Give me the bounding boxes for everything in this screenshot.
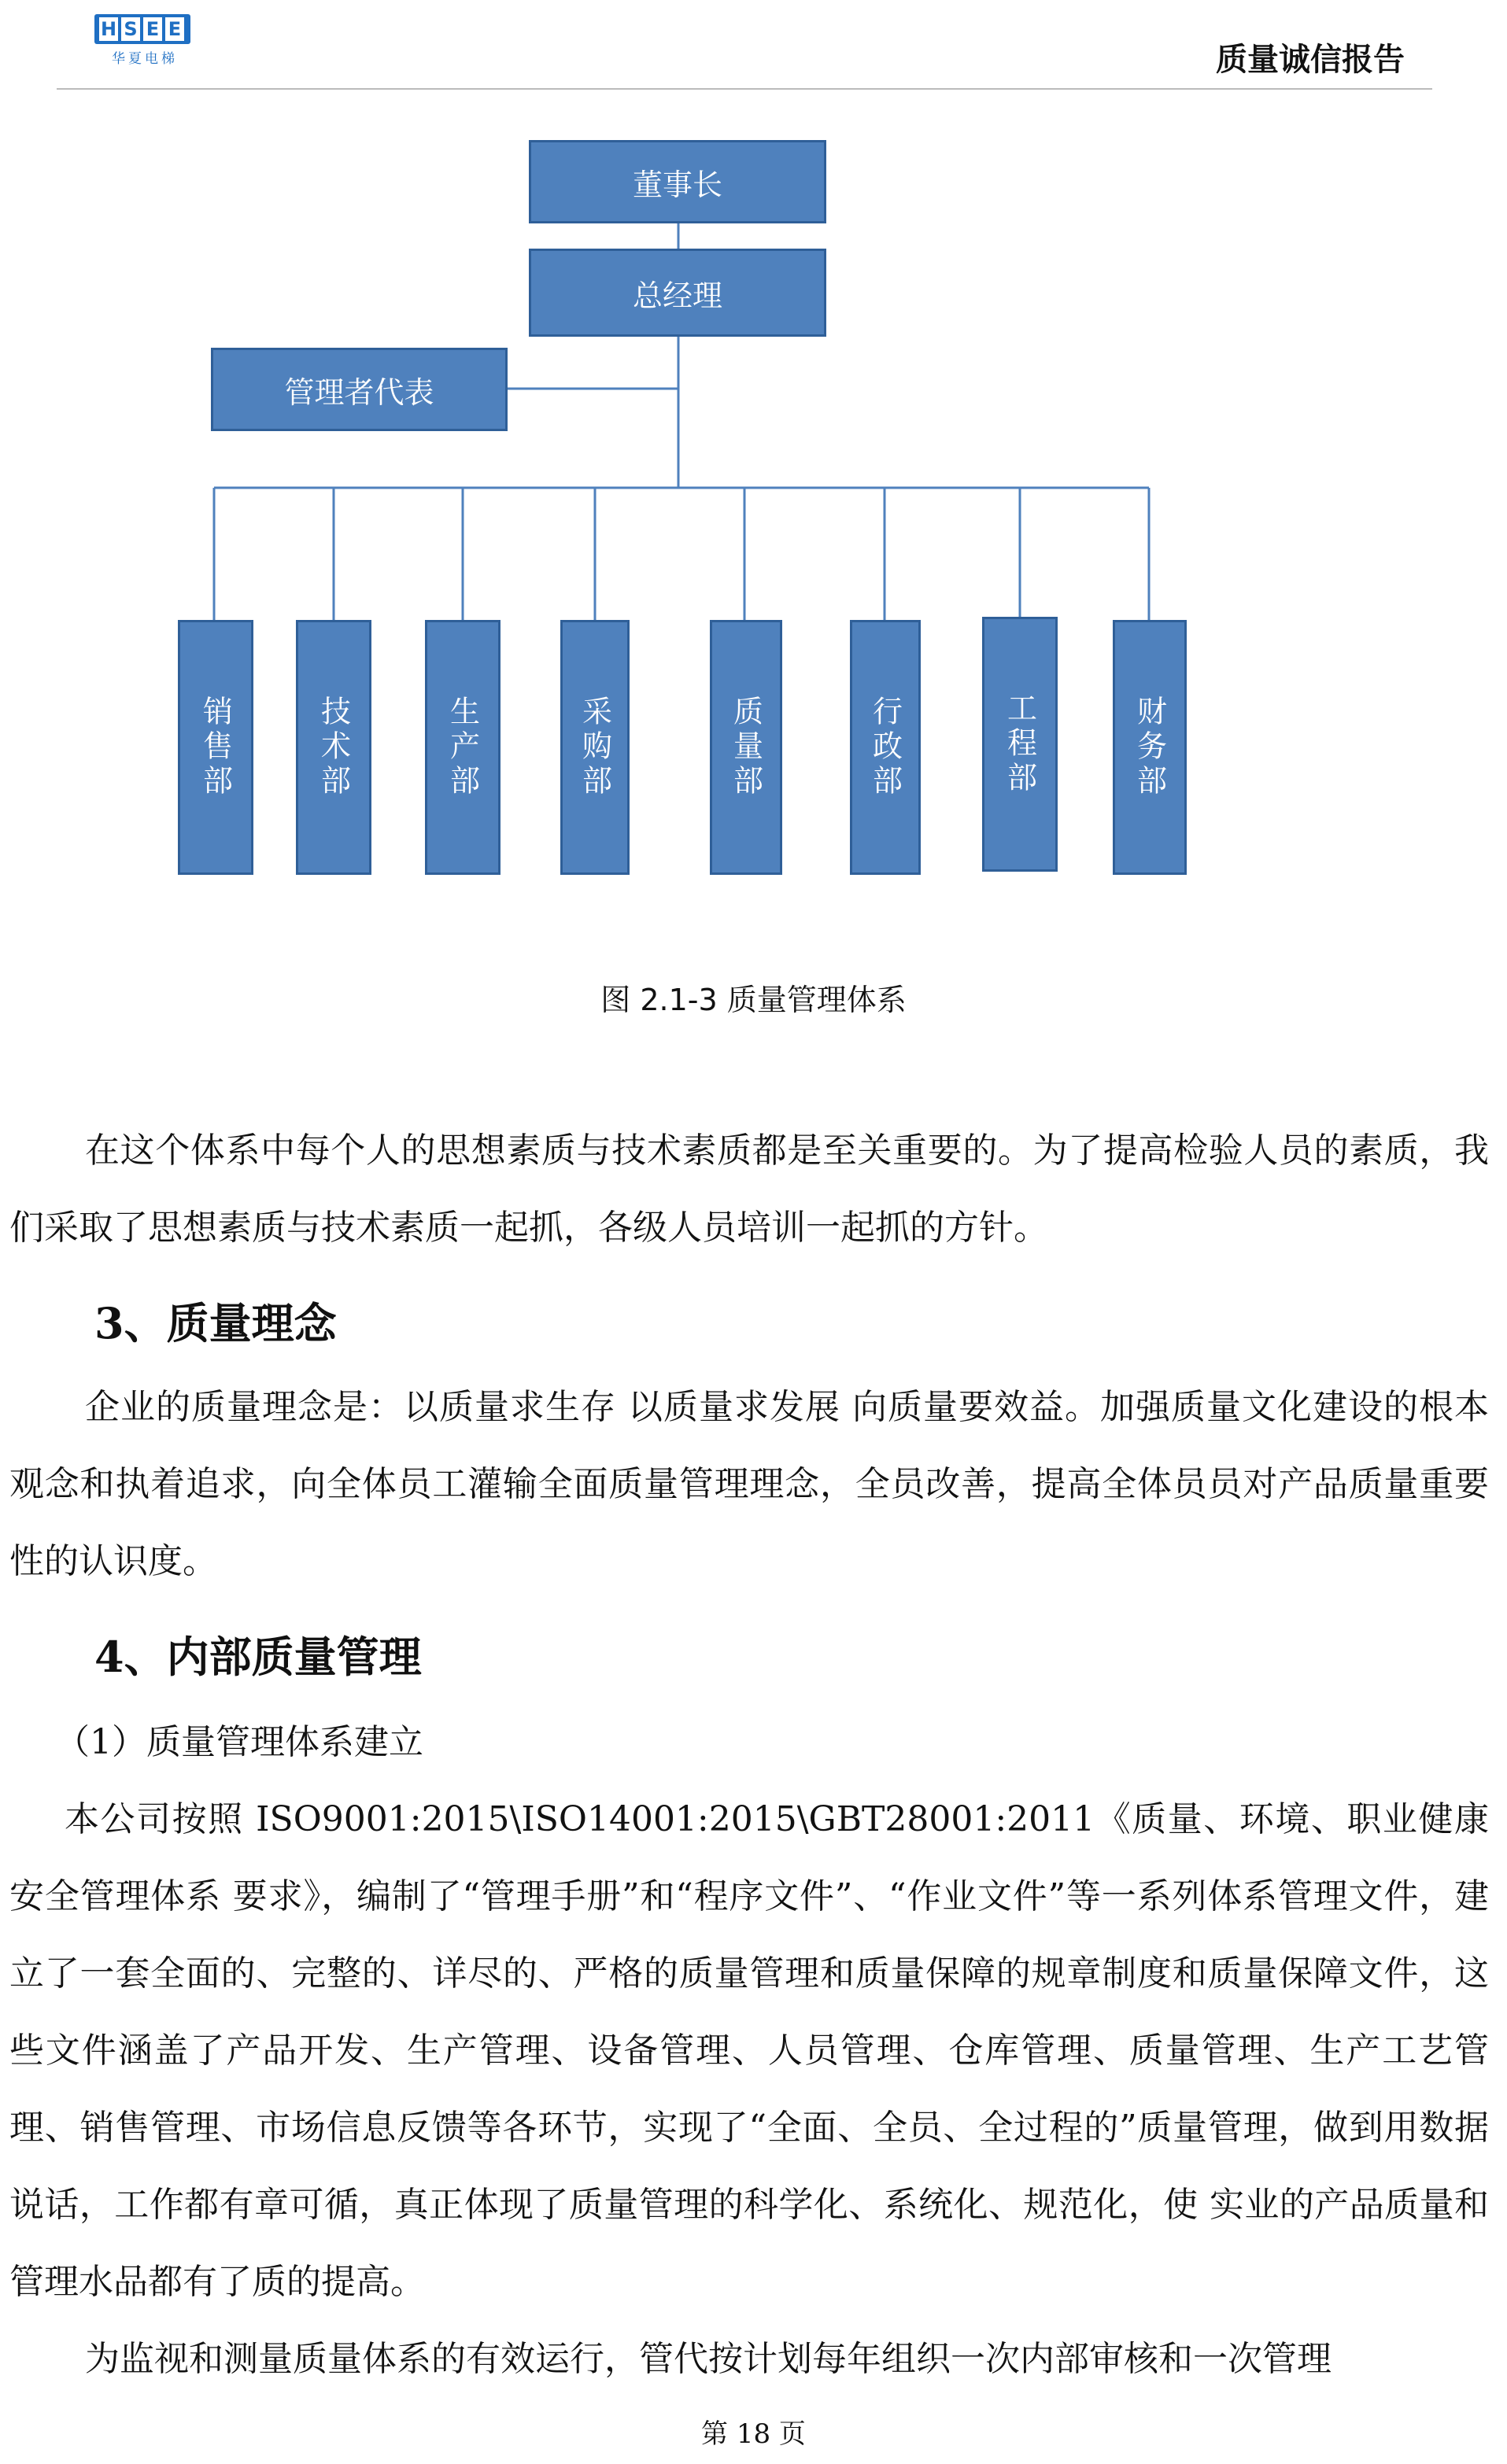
logo-letter: H [100, 18, 117, 40]
org-node-department: 采购部 [560, 620, 630, 875]
org-node-department: 销售部 [178, 620, 253, 875]
report-title: 质量诚信报告 [1216, 42, 1405, 78]
org-node-department: 财务部 [1113, 620, 1187, 875]
org-node-department: 行政部 [850, 620, 921, 875]
paragraph-quality-system: 在这个体系中每个人的思想素质与技术素质都是至关重要的。为了提高检验人员的素质，我们采取了思想素质与技术素质一起抓，各级人员培训一起抓的方针。 [9, 1131, 1489, 1248]
logo-letter: E [165, 17, 184, 41]
org-chart [0, 0, 1507, 976]
logo-letter: E [143, 17, 162, 41]
subsection-title: （1）质量管理体系建立 [55, 1722, 423, 1762]
org-node-department: 技术部 [296, 620, 371, 875]
section-heading-quality-philosophy: 3、质量理念 [94, 1298, 337, 1348]
paragraph-iso-system: 本公司按照 ISO9001:2015\ISO14001:2015\GBT28001:2011《质量、环境、职业健康安全管理体系 要求》，编制了“管理手册”和“程序文件”、“作业文件”等一系列体系管理文件，建立了一套全面的、完整的、详尽的、严格的质量管理和质量保障的规章制度和质量保障文件，这些文件涵盖了产品开发、生产管理、设备管理、人员管理、仓库管理、质量管理、生产工艺管理、销售管理、市场信息反馈等各环节，实现了“全面、全员、全过程的”质量管理，做到用数据说话，工作都有章可循，真正体现了质量管理的科学化、系统化、规范化，使 实业的产品质量和管理水品都有了质的提高。 [9, 1799, 1490, 2302]
logo-subtitle: 华夏电梯 [112, 51, 178, 67]
figure-caption: 图 2.1-3 质量管理体系 [600, 983, 907, 1017]
org-node-department: 工程部 [982, 617, 1058, 872]
org-node-department: 生产部 [425, 620, 500, 875]
org-node-chairman: 董事长 [529, 140, 826, 223]
logo-letter: S [121, 17, 140, 41]
org-node-general-manager: 总经理 [529, 249, 826, 337]
org-node-management-rep: 管理者代表 [211, 348, 508, 431]
paragraph-audit: 为监视和测量质量体系的有效运行，管代按计划每年组织一次内部审核和一次管理 [85, 2339, 1332, 2379]
paragraph-quality-philosophy: 企业的质量理念是：以质量求生存 以质量求发展 向质量要效益。加强质量文化建设的根本观念和执着追求，向全体员工灌输全面质量管理理念，全员改善，提高全体员员对产品质量重要性的认识度。 [9, 1387, 1489, 1581]
section-heading-internal-quality: 4、内部质量管理 [94, 1632, 422, 1682]
org-node-department: 质量部 [710, 620, 782, 875]
page-number: 第 18 页 [701, 2418, 806, 2450]
